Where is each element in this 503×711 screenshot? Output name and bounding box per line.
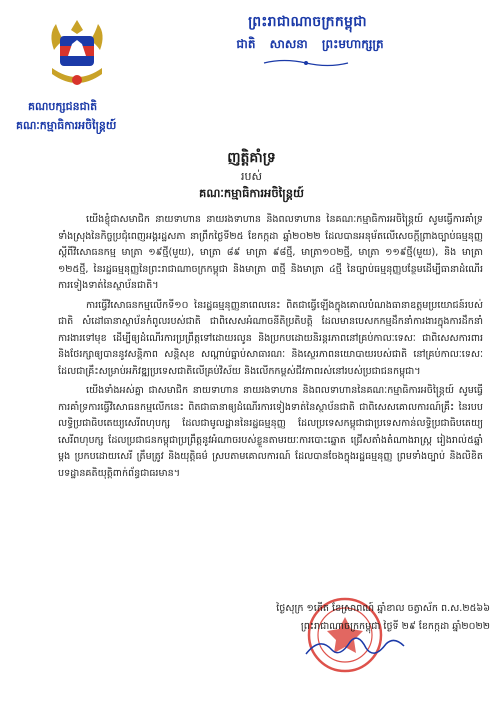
document-title: ញត្តិគាំទ្រ (227, 150, 276, 166)
motto-nation: ជាតិ (236, 37, 256, 51)
committee-name: គណៈកម្មាធិការអចិន្ត្រៃយ៍ (16, 119, 117, 132)
document-of: របស់ (241, 170, 262, 183)
document-subject: គណៈកម្មាធិការអចិន្ត្រៃយ៍ (199, 186, 304, 200)
military-emblem-icon (46, 16, 108, 94)
motto-religion: សាសនា (269, 37, 308, 51)
paragraph: យើងខ្ញុំជាសមាជិក នាយទាហាន នាយរងទាហាន និងពលទាហាន នៃគណៈកម្មាធិការអចិន្ត្រៃយ៍ សូមធ្វើការគាំទ្រទាំងស្រុងនៃកិច្ចប្រជុំពេញអង្គរដ្ឋសភា នាព្រឹកថ្ងៃទី២៥ ខែកក្កដា ឆ្នាំ២០២២ ដែលបានអនុម័តលើសេចក្តីព្រាងច្បាប់ធម្មនុញ្ញស្តីពីវិសោធនកម្ម មាត្រា ១៩ថ្មី(មួយ), មាត្រា ៨៩ មាត្រា ៩៨ថ្មី, មាត្រា១០២ថ្មី, មាត្រា ១១៩ថ្មី(មួយ), និង មាត្រា ១២៥ថ្មី, នៃរដ្ឋធម្មនុញ្ញនៃព្រះរាជាណាចក្រកម្ពុជា និងមាត្រា ៣ថ្មី និងមាត្រា ៤ថ្មី នៃច្បាប់ធម្មនុញ្ញបន្ថែមដើម្បីធានាដំណើរការទៀងទាត់នៃស្ថាប័នជាតិ។ (58, 214, 483, 291)
date-solar: ព្រះរាជាណាចក្រកម្ពុជា ថ្ងៃទី ២៩ ខែកក្កដា ឆ្នាំ២០២២ (300, 621, 490, 632)
paragraph: យើងទាំងអស់គ្នា ជាសមាជិក នាយទាហាន នាយរងទាហាន និងពលទាហាននៃគណៈកម្មាធិការអចិន្ត្រៃយ៍ សូមធ្វើការគាំទ្រការធ្វើវិសោធនកម្មលើកនេះ ពិតជាធានាឲ្យដំណើរការទៀងទាត់នៃស្ថាប័នជាតិ ជាពិសេសគោលការណ៍គ្រឹះ នៃរបបលទ្ធិប្រជាធិបតេយ្យសេរីពហុបក្ស ដែលជាមូលដ្ឋាននៃរដ្ឋធម្មនុញ្ញ ដែលប្រទេសកម្ពុជាជាប្រទេសកាន់លទ្ធិប្រជាធិបតេយ្យសេរីពហុបក្ស ដែលប្រជាជនកម្ពុជាប្រព្រឹត្តនូវអំណាចរបស់ខ្លួនតាមរយៈការបោះឆ្នោត ជ្រើសតាំងតំណាងរាស្ត្រ រៀងរាល់៥ឆ្នាំម្តង ប្រកបដោយសេរី ត្រឹមត្រូវ និងយុត្តិធម៌ ស្របតាមគោលការណ៍ ដែលបានចែងក្នុងរដ្ឋធម្មនុញ្ញ ព្រមទាំងច្បាប់ និងលិខិតបទដ្ឋានគតិយុត្តិពាក់ព័ន្ធជាធរមាន។ (58, 385, 483, 479)
organization-name: គណបក្សជនជាតិ (28, 100, 98, 113)
petition-body (58, 212, 483, 485)
signature-icon (300, 632, 410, 662)
date-lunar: ថ្ងៃសុក្រ ១កើត ខែស្រាពណ៍ ឆ្នាំខាល ចត្វាស័ក ព.ស.២៥៦៦ (276, 603, 490, 614)
kingdom-heading: ព្រះរាជាណាចក្រកម្ពុជា (248, 14, 367, 30)
ornament-divider-icon (262, 58, 350, 68)
national-motto (190, 36, 430, 54)
motto-king: ព្រះមហាក្សត្រ (321, 37, 384, 51)
paragraph: ការធ្វើវិសោធនកម្មលើកទី១០ នៃរដ្ឋធម្មនុញ្ញនាពេលនេះ ពិតជាធ្វើឡើងក្នុងគោលបំណងធានាឧត្តមប្រយោជន៍របស់ជាតិ សំដៅធានាស្ថាប័នកំពូលរបស់ជាតិ ជាពិសេសអំណាចនីតិប្រតិបត្តិ ដែលមានបេសកកម្មដឹកនាំការងារក្នុងការដឹកនាំការងារទៅមុខ ដើម្បីឲ្យដំណើរការប្រព្រឹត្តទៅដោយរលូន និងប្រកបដោយនិរន្តរភាពនៅគ្រប់កាលៈទេសៈ ជាពិសេសការពារ និងថែរក្សាឲ្យបាននូវសន្តិភាព សន្តិសុខ សណ្តាប់ធ្នាប់សាធារណៈ និងស្ថេរភាពនយោបាយរបស់ជាតិ នៅគ្រប់កាលៈទេសៈ ដែលជាគ្រឹះសម្រាប់អភិវឌ្ឍប្រទេសជាតិលើគ្រប់វិស័យ និងលើកកម្ពស់ជីវភាពរស់នៅរបស់ប្រជាជនកម្ពុជា។ (58, 299, 483, 377)
